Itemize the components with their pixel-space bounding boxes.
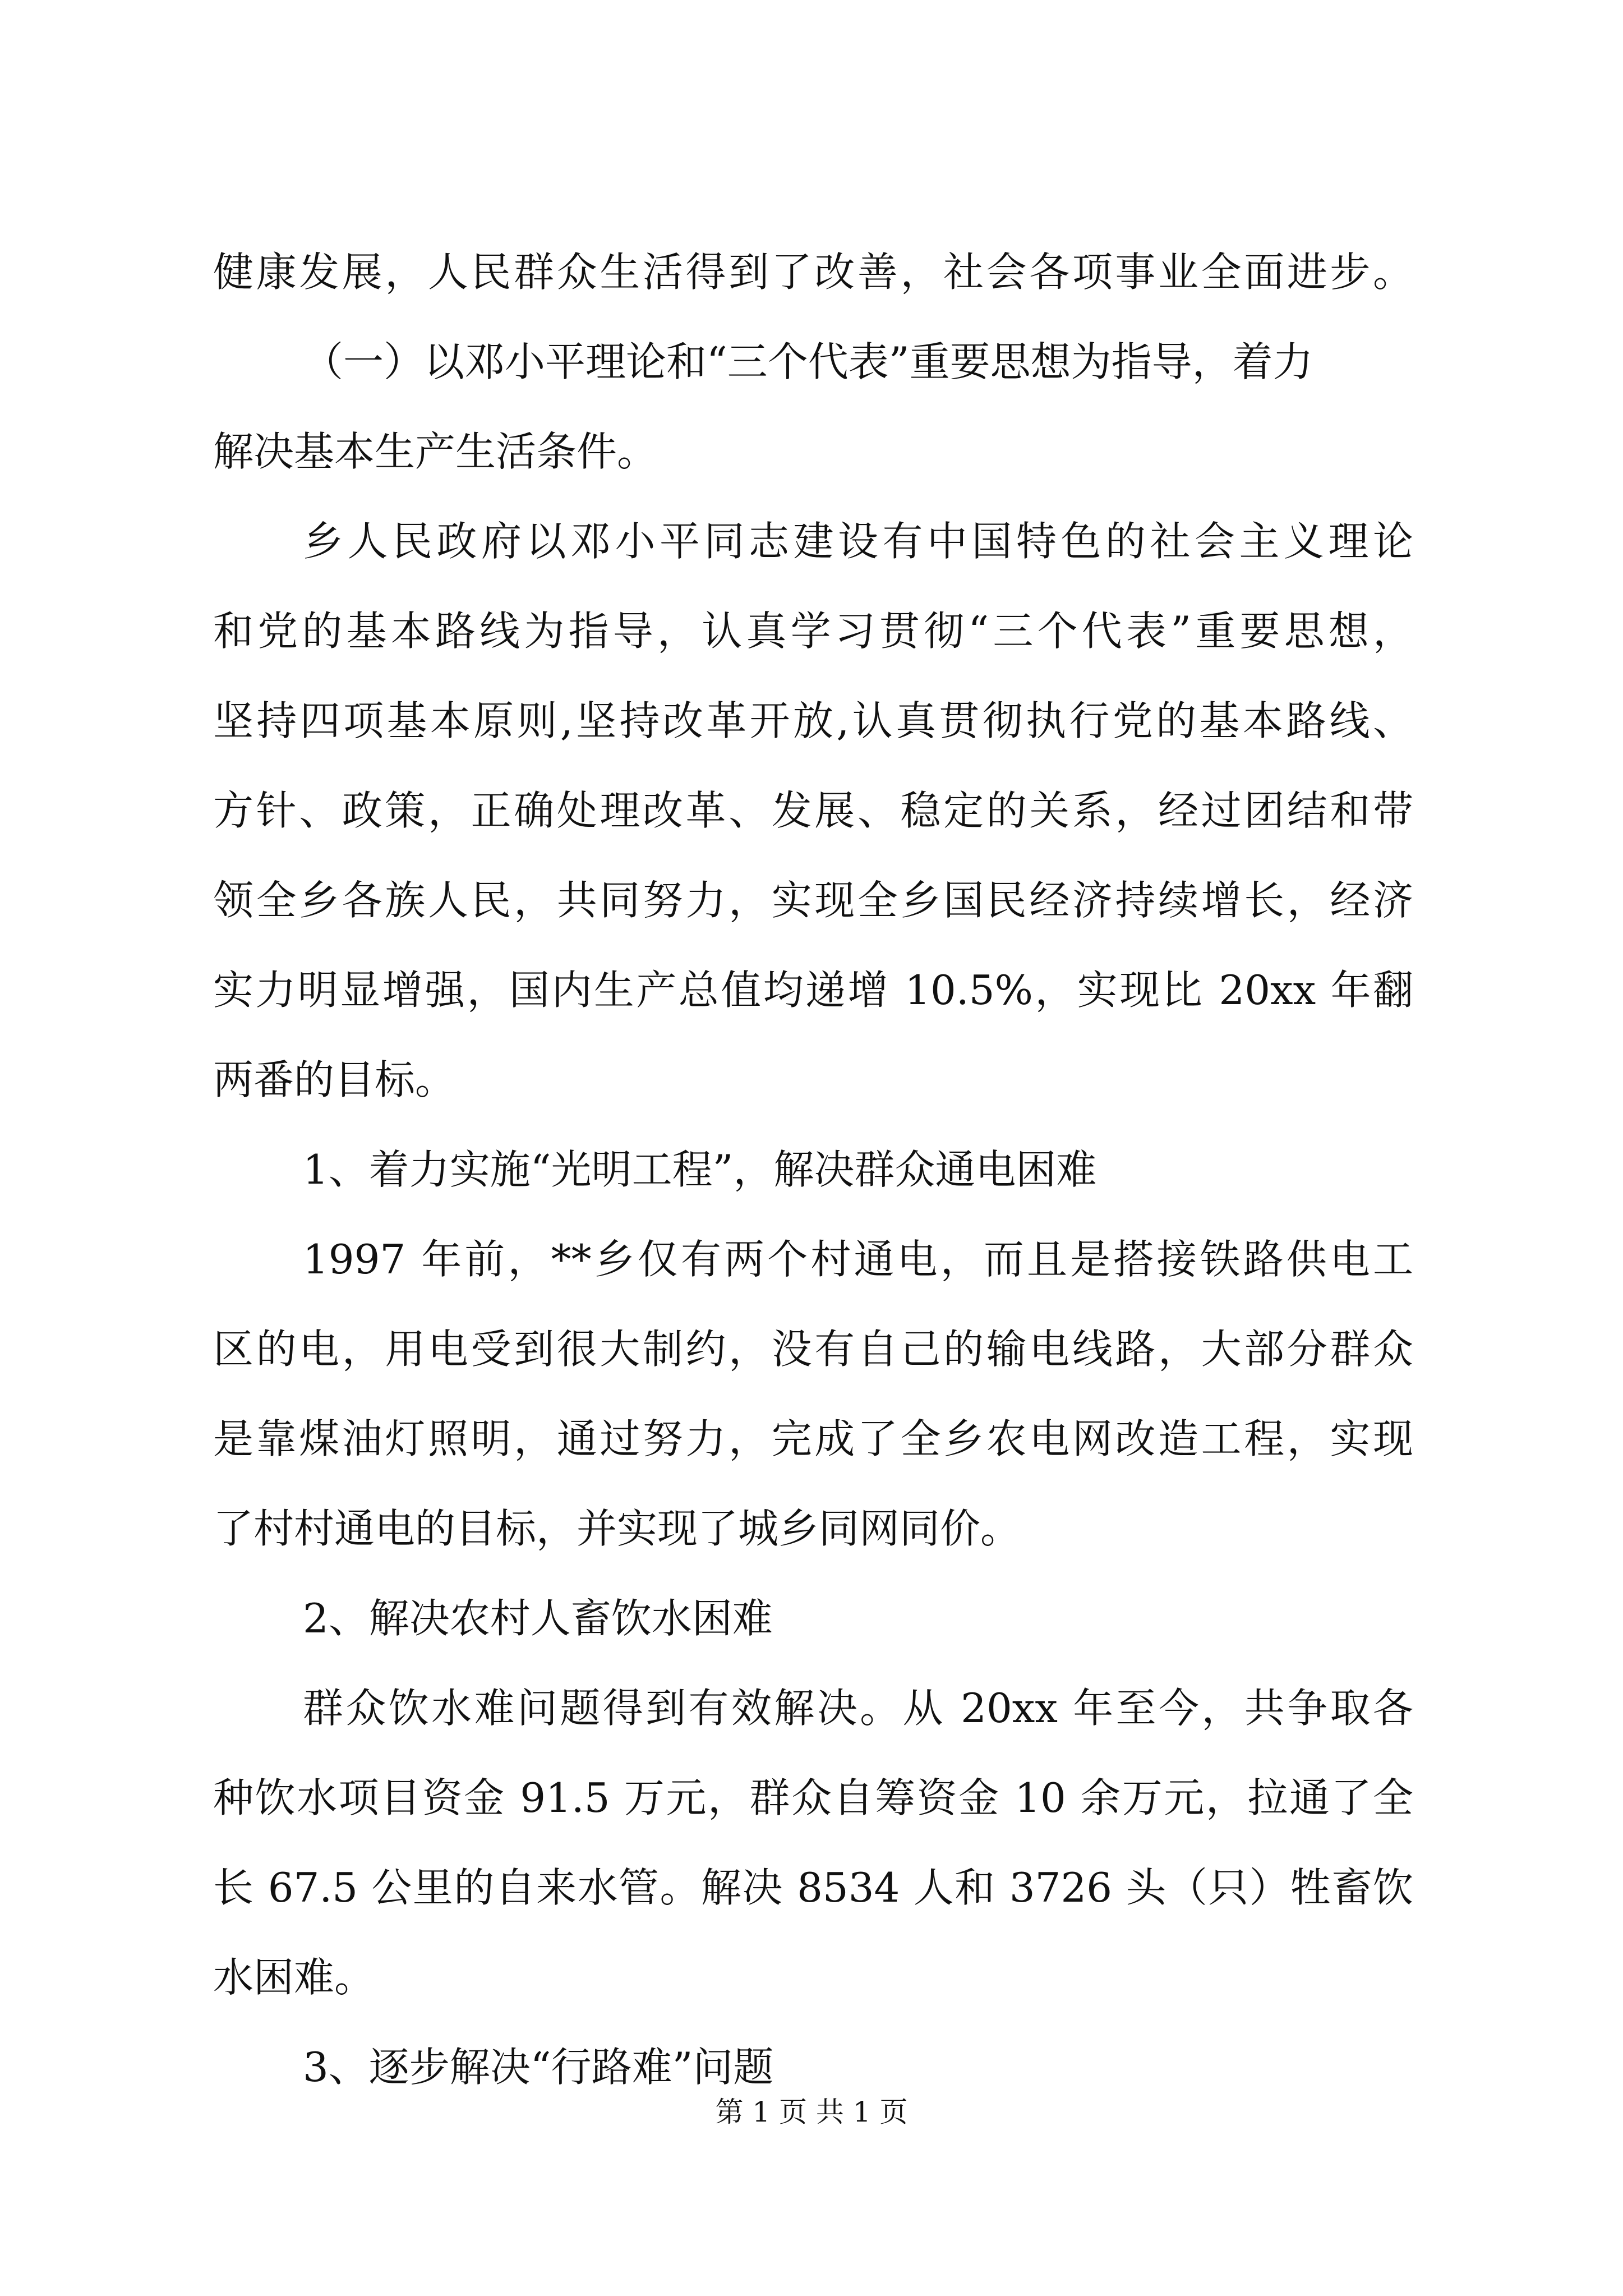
paragraph-line: 乡人民政府以邓小平同志建设有中国特色的社会主义理论 (303, 519, 1413, 564)
paragraph-line: 是靠煤油灯照明，通过努力，完成了全乡农电网改造工程，实现 (213, 1416, 1413, 1461)
section-heading-line: （一）以邓小平理论和“三个代表”重要思想为指导，着力 (303, 338, 1313, 385)
page-footer: 第 1 页 共 1 页 (715, 2096, 908, 2128)
paragraph-line: 坚持四项基本原则,坚持改革开放,认真贯彻执行党的基本路线、 (213, 698, 1413, 743)
paragraph-line: 1997 年前，**乡仅有两个村通电，而且是搭接铁路供电工 (303, 1237, 1413, 1282)
paragraph-line: 区的电，用电受到很大制约，没有自己的输电线路，大部分群众 (213, 1327, 1413, 1372)
section-heading-line: 解决基本生产生活条件。 (213, 428, 658, 475)
subheading-line: 1、着力实施“光明工程”，解决群众通电困难 (303, 1146, 1097, 1193)
paragraph-line: 群众饮水难问题得到有效解决。从 20xx 年至今，共争取各 (303, 1686, 1413, 1731)
paragraph-line: 和党的基本路线为指导，认真学习贯彻“三个代表”重要思想， (213, 609, 1413, 654)
paragraph-line: 领全乡各族人民，共同努力，实现全乡国民经济持续增长，经济 (213, 878, 1413, 923)
paragraph-line: 方针、政策，正确处理改革、发展、稳定的关系，经过团结和带 (213, 788, 1413, 833)
paragraph-line: 种饮水项目资金 91.5 万元，群众自筹资金 10 余万元，拉通了全 (213, 1775, 1413, 1820)
paragraph-line: 实力明显增强，国内生产总值均递增 10.5%，实现比 20xx 年翻 (213, 968, 1413, 1013)
text-line: 健康发展，人民群众生活得到了改善，社会各项事业全面进步。 (213, 250, 1413, 295)
paragraph-line: 了村村通电的目标，并实现了城乡同网同价。 (213, 1505, 1021, 1552)
subheading-line: 3、逐步解决“行路难”问题 (303, 2044, 774, 2091)
paragraph-line: 长 67.5 公里的自来水管。解决 8534 人和 3726 头（只）牲畜饮 (213, 1865, 1413, 1910)
subheading-line: 2、解决农村人畜饮水困难 (303, 1595, 773, 1642)
document-body (213, 250, 1413, 2134)
paragraph-line: 两番的目标。 (213, 1056, 456, 1103)
paragraph-line: 水困难。 (213, 1954, 375, 2001)
